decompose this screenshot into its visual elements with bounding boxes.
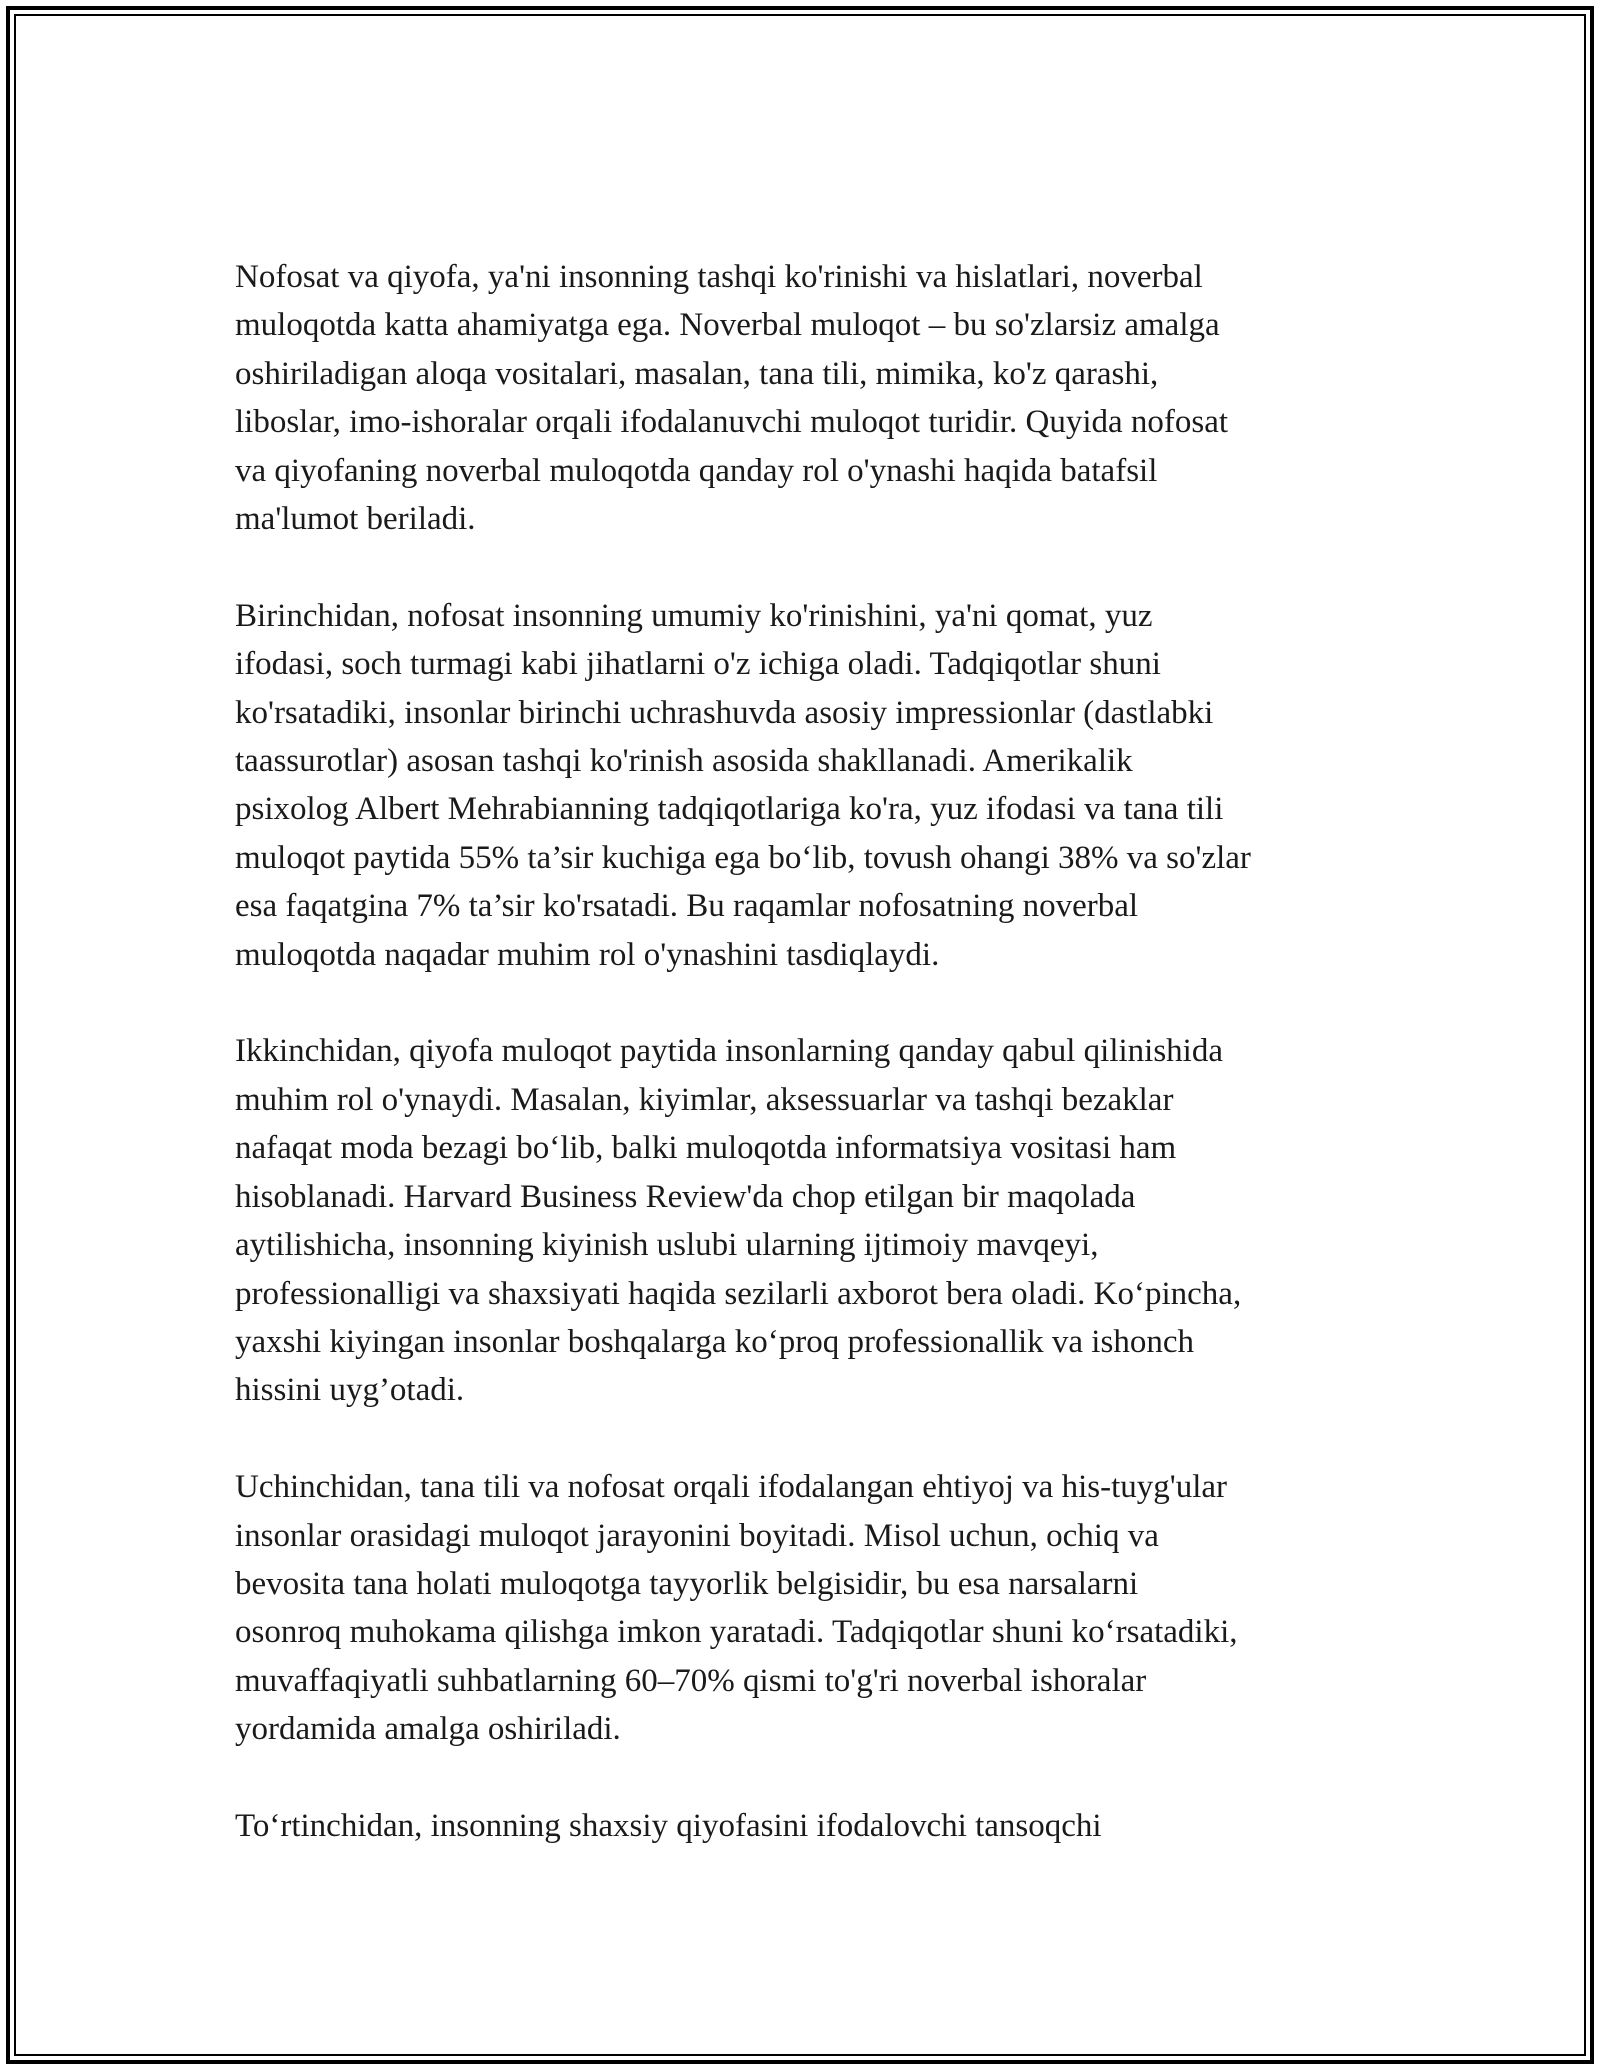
paragraph-second-point: Ikkinchidan, qiyofa muloqot paytida insonlarning qanday qabul qilinishida muhim rol o'ynaydi. Masalan, kiyimlar, aksessuarlar va tashqi bezaklar nafaqat moda bezagi bo‘lib, balki muloqotda informatsiya vositasi ham hisoblanadi. Harvard Business Review'da chop etilgan bir maqolada aytilishicha, insonning kiyinish uslubi ularning ijtimoiy mavqeyi, professionalligi va shaxsiyati haqida sezilarli axborot bera oladi. Ko‘pincha, yaxshi kiyingan insonlar boshqalarga ko‘proq professionallik va ishonch hissini uyg’otadi. — [235, 1033, 1242, 1409]
paragraph-first-point: Birinchidan, nofosat insonning umumiy ko'rinishini, ya'ni qomat, yuz ifodasi, soch turmagi kabi jihatlarni o'z ichiga oladi. Tadqiqotlar shuni ko'rsatadiki, insonlar birinchi uchrashuvda asosiy impressionlar (dastlabki taassurotlar) asosan tashqi ko'rinish asosida shakllanadi. Amerikalik psixolog Albert Mehrabianning tadqiqotlariga ko'ra, yuz ifodasi va tana tili muloqot paytida 55% ta’sir kuchiga ega bo‘lib, tovush ohangi 38% va so'zlar esa faqatgina 7% ta’sir ko'rsatadi. Bu raqamlar nofosatning noverbal muloqotda naqadar muhim rol o'ynashini tasdiqlaydi. — [235, 597, 1251, 973]
paragraph-third-point: Uchinchidan, tana tili va nofosat orqali ifodalangan ehtiyoj va his-tuyg'ular insonlar orasidagi muloqot jarayonini boyitadi. Misol uchun, ochiq va bevosita tana holati muloqotga tayyorlik belgisidir, bu esa narsalarni osonroq muhokama qilishga imkon yaratadi. Tadqiqotlar shuni ko‘rsatadiki, muvaffaqiyatli suhbatlarning 60–70% qismi to'g'ri noverbal ishoralar yordamida amalga oshiriladi. — [235, 1469, 1238, 1748]
paragraph-fourth-point: To‘rtinchidan, insonning shaxsiy qiyofasini ifodalovchi tansoqchi — [235, 1807, 1102, 1844]
document-body — [235, 253, 1395, 1899]
paragraph-intro: Nofosat va qiyofa, ya'ni insonning tashqi ko'rinishi va hislatlari, noverbal muloqotda katta ahamiyatga ega. Noverbal muloqot – bu so'zlarsiz amalga oshiriladigan aloqa vositalari, masalan, tana tili, mimika, ko'z qarashi, liboslar, imo-ishoralar orqali ifodalanuvchi muloqot turidir. Quyida nofosat va qiyofaning noverbal muloqotda qanday rol o'ynashi haqida batafsil ma'lumot beriladi. — [235, 259, 1229, 538]
